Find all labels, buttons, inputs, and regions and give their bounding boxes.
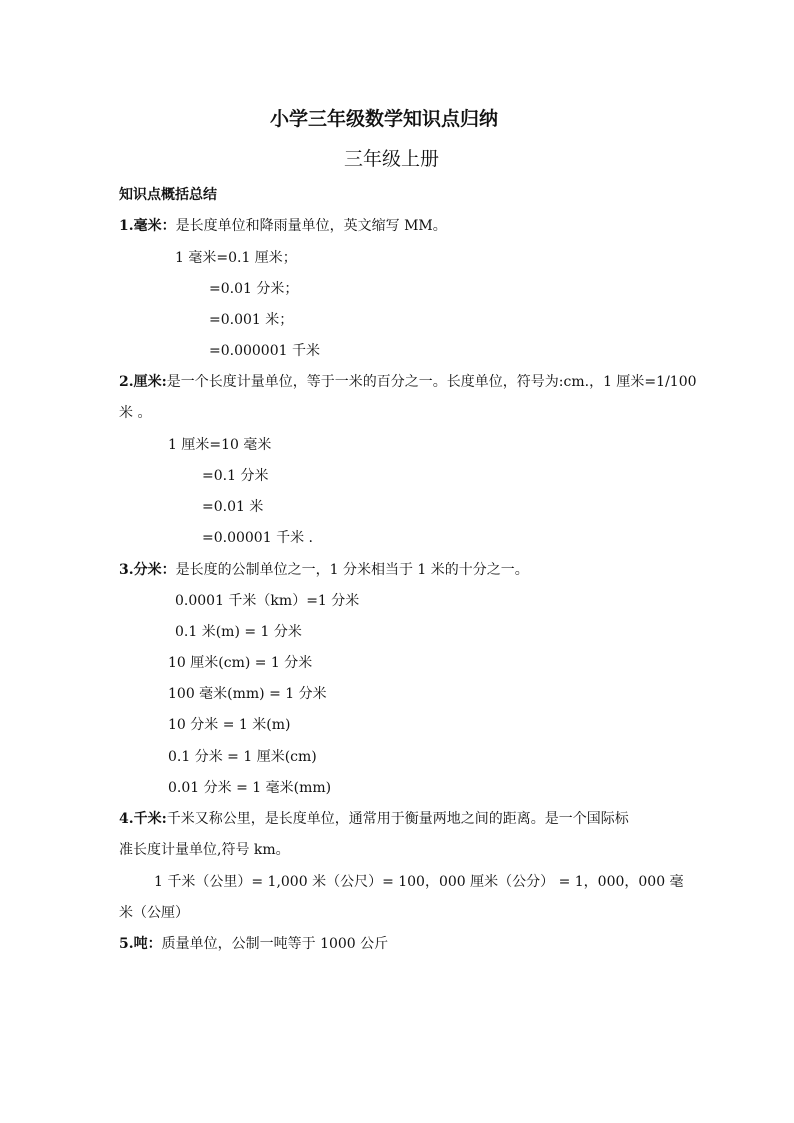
section-1-line-3: =0.001 米；: [209, 312, 294, 328]
section-3-label: 3.分米：: [119, 562, 176, 578]
section-1-line-4: =0.000001 千米: [209, 343, 320, 359]
section-2-line-2: =0.1 分米: [202, 468, 269, 484]
section-3-line-6: 0.1 分米 = 1 厘米(cm): [168, 749, 317, 765]
section-1-line-2: =0.01 分米；: [209, 281, 299, 297]
section-5-label: 5.吨：: [119, 936, 162, 952]
section-4-text: 千米又称公里，是长度单位，通常用于衡量两地之间的距离。是一个国际标: [166, 811, 629, 827]
section-3-line-3: 10 厘米(cm) = 1 分米: [168, 655, 313, 671]
section-3-text: 是长度的公制单位之一，1 分米相当于 1 米的十分之一。: [175, 562, 529, 578]
section-3-line-4: 100 毫米(mm) = 1 分米: [168, 686, 327, 702]
section-5-paragraph: [119, 934, 388, 954]
doc-subtitle: 三年级上册: [344, 148, 440, 170]
section-2-text-continued: 米 。: [119, 405, 152, 421]
section-4-label: 4.千米:: [119, 811, 167, 827]
section-2-paragraph: [119, 372, 697, 392]
section-2-line-1: 1 厘米=10 毫米: [168, 437, 272, 453]
section-1-label: 1.毫米：: [119, 218, 176, 234]
section-2-line-4: =0.00001 千米 .: [202, 530, 313, 546]
section-3-line-5: 10 分米 = 1 米(m): [168, 717, 291, 733]
doc-title: 小学三年级数学知识点归纳: [270, 108, 499, 130]
section-2-label: 2.厘米:: [119, 374, 167, 390]
section-2-line-3: =0.01 米: [202, 499, 264, 515]
section-1-paragraph: [119, 216, 447, 236]
section-3-line-1: 0.0001 千米（km）=1 分米: [175, 593, 360, 609]
section-1-text: 是长度单位和降雨量单位，英文缩写 MM。: [175, 218, 447, 234]
section-4-text-continued: 准长度计量单位,符号 km。: [119, 842, 290, 858]
section-4-conversion: 1 千米（公里）= 1,000 米（公尺）= 100，000 厘米（公分） = 1，000，000 毫: [154, 874, 684, 890]
section-4-paragraph: [119, 809, 629, 829]
section-heading: 知识点概括总结: [119, 187, 217, 203]
section-1-line-1: 1 毫米=0.1 厘米；: [175, 250, 297, 266]
section-2-text: 是一个长度计量单位，等于一米的百分之一。长度单位，符号为:cm.，1 厘米=1/100: [166, 374, 697, 390]
section-3-paragraph: [119, 560, 529, 580]
section-3-line-7: 0.01 分米 = 1 毫米(mm): [168, 780, 332, 796]
section-5-text: 质量单位，公制一吨等于 1000 公斤: [161, 936, 389, 952]
section-3-line-2: 0.1 米(m) = 1 分米: [175, 624, 302, 640]
section-4-conversion-continued: 米（公厘）: [119, 905, 189, 921]
